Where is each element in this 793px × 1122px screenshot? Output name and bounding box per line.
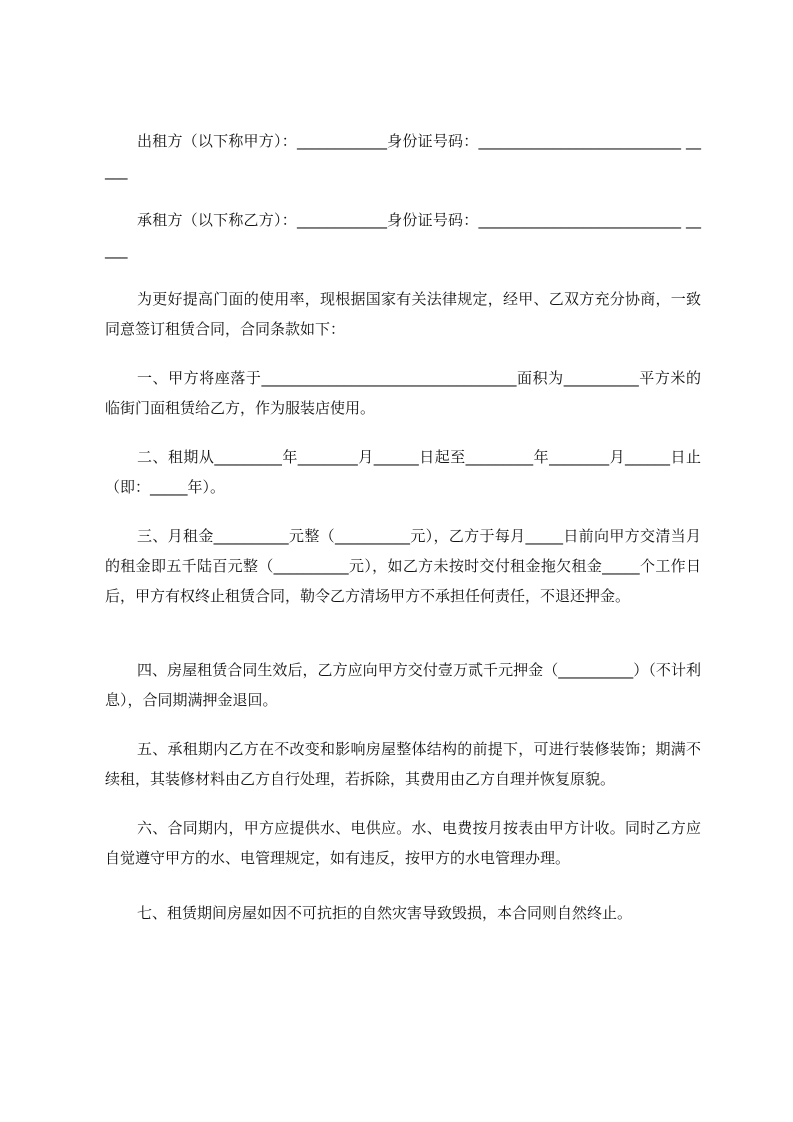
preamble-paragraph: 为更好提高门面的使用率，现根据国家有关法律规定，经甲、乙双方充分协商，一致同意签订租赁合同，合同条款如下： xyxy=(105,290,701,338)
clause-3-paragraph: 三、月租金__________元整（__________元），乙方于每月_____日前向甲方交清当月的租金即五千陆百元整（__________元），如乙方未按时交付租金拖欠租金_____个工作日后，甲方有权终止租赁合同，勒令乙方清场甲方不承担任何责任，不退还押金。 xyxy=(105,527,701,605)
clause-1-paragraph: 一、甲方将座落于__________________________________面积为__________平方米的临街门面租赁给乙方，作为服装店使用。 xyxy=(105,369,701,417)
clause-2-paragraph: 二、租期从_________年________月______日起至_________年________月______日止（即：_____年）。 xyxy=(105,448,701,496)
clause-4-paragraph: 四、房屋租赁合同生效后，乙方应向甲方交付壹万贰千元押金（__________）（不计利息），合同期满押金退回。 xyxy=(105,661,701,709)
lessor-info-paragraph: 出租方（以下称甲方）：____________身份证号码：___________________________ _____ xyxy=(105,132,701,180)
clause-5-paragraph: 五、承租期内乙方在不改变和影响房屋整体结构的前提下，可进行装修装饰；期满不续租，其装修材料由乙方自行处理，若拆除，其费用由乙方自理并恢复原貌。 xyxy=(105,740,701,788)
lessee-info-paragraph: 承租方（以下称乙方）：____________身份证号码：___________________________ _____ xyxy=(105,211,701,259)
clause-6-paragraph: 六、合同期内，甲方应提供水、电供应。水、电费按月按表由甲方计收。同时乙方应自觉遵守甲方的水、电管理规定，如有违反，按甲方的水电管理办理。 xyxy=(105,819,701,867)
clause-7-paragraph: 七、租赁期间房屋如因不可抗拒的自然灾害导致毁损，本合同则自然终止。 xyxy=(137,904,633,922)
